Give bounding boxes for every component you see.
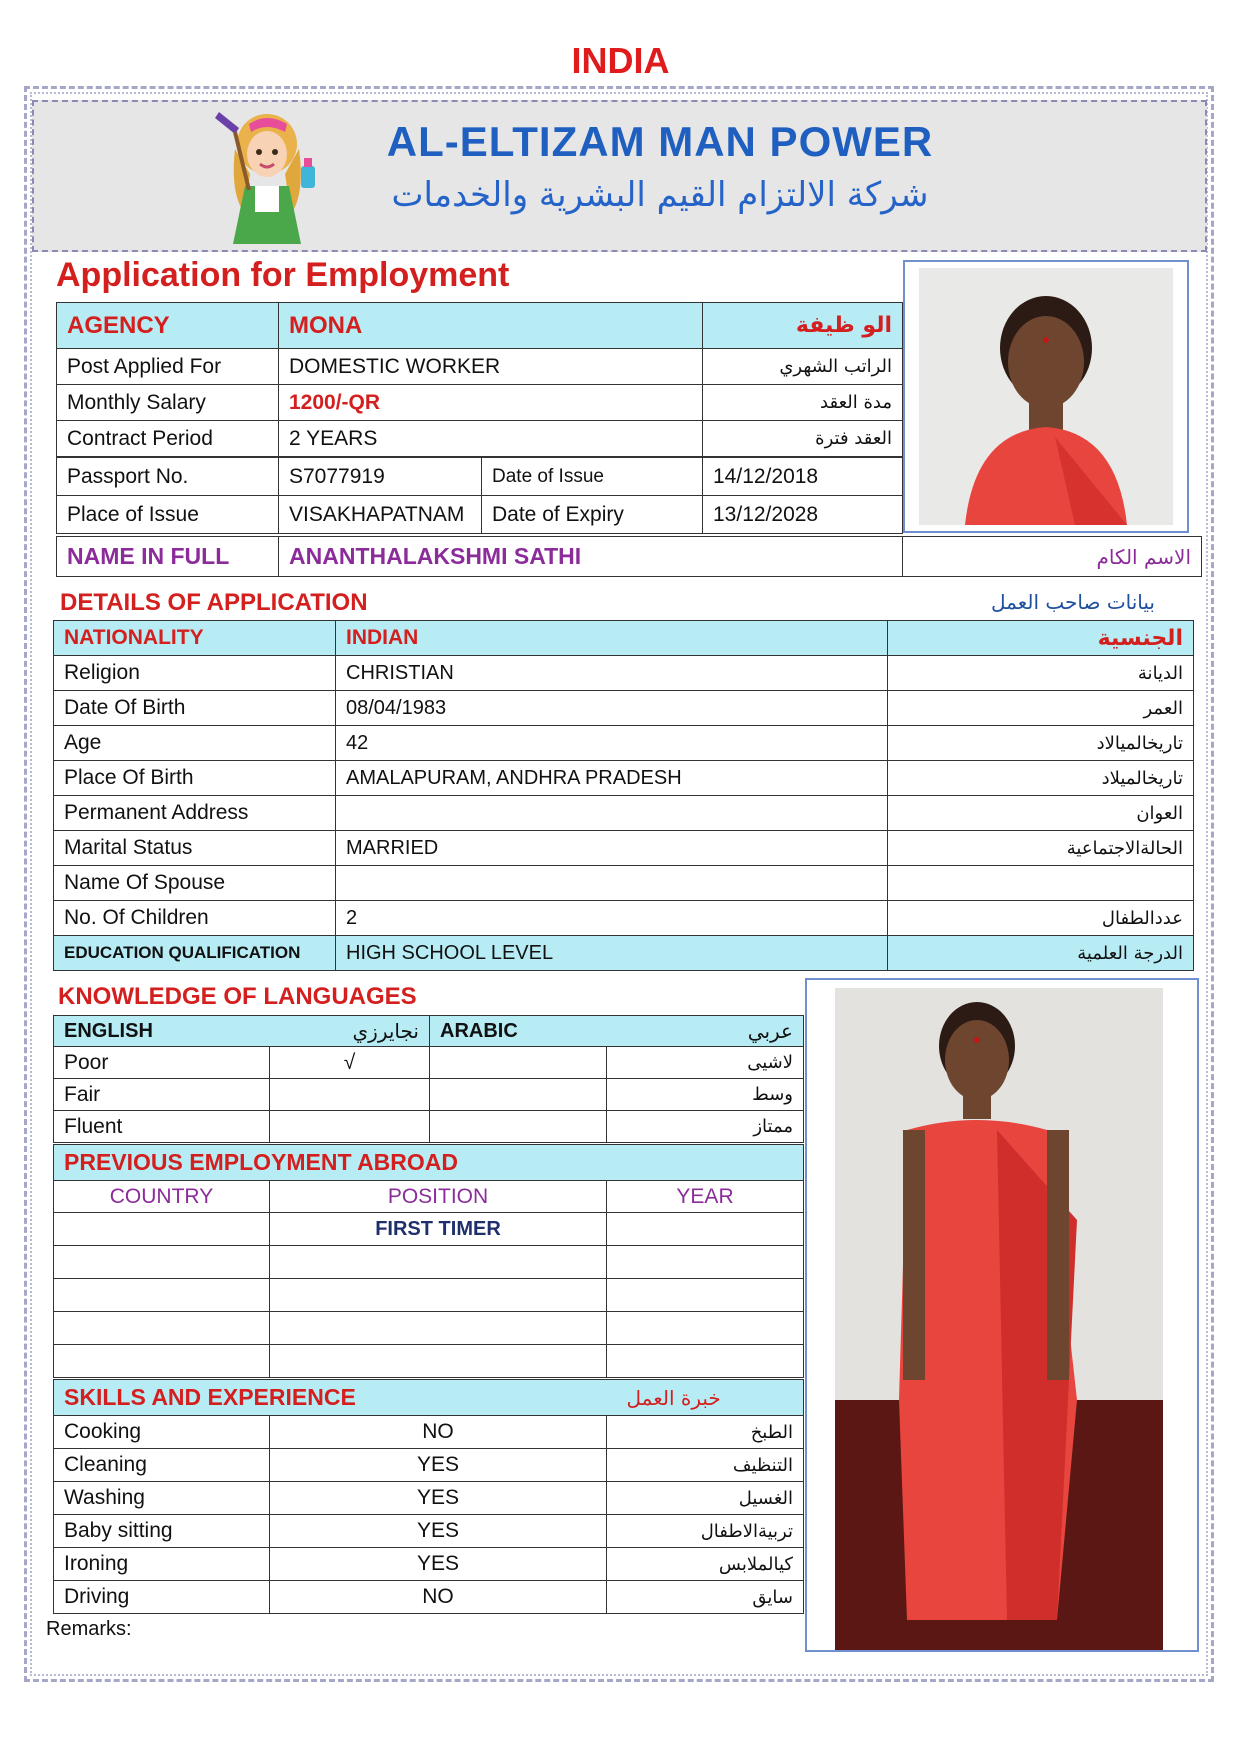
details-table — [53, 620, 1194, 971]
date-of-expiry-value: 13/12/2028 — [703, 496, 903, 534]
education-label: EDUCATION QUALIFICATION — [54, 936, 336, 971]
table-row — [54, 1482, 804, 1515]
skill-value: YES — [270, 1548, 607, 1581]
skill-label: Cleaning — [54, 1449, 270, 1482]
empty-cell — [54, 1312, 270, 1345]
salary-value: 1200/-QR — [279, 385, 703, 421]
skill-arabic: الطبخ — [607, 1416, 804, 1449]
row-label: Place Of Birth — [54, 761, 336, 796]
table-row — [54, 621, 1194, 656]
empty-cell — [270, 1279, 607, 1312]
salary-label: Monthly Salary — [57, 385, 279, 421]
row-arabic: العوان — [888, 796, 1194, 831]
row-value: MARRIED — [336, 831, 888, 866]
empty-cell — [607, 1345, 804, 1378]
table-row — [54, 1345, 804, 1378]
skill-arabic: كيالملابس — [607, 1548, 804, 1581]
nationality-label: NATIONALITY — [54, 621, 336, 656]
table-row — [54, 1111, 804, 1143]
row-label: Religion — [54, 656, 336, 691]
table-row — [54, 1213, 804, 1246]
table-row — [54, 1079, 804, 1111]
passport-label: Passport No. — [57, 458, 279, 496]
empty-cell — [607, 1312, 804, 1345]
application-title: Application for Employment — [56, 256, 510, 294]
place-of-issue-label: Place of Issue — [57, 496, 279, 534]
table-row — [54, 1515, 804, 1548]
table-row — [54, 1047, 804, 1079]
skill-value: NO — [270, 1581, 607, 1614]
row-arabic: عددالطفال — [888, 901, 1194, 936]
portrait-photo-frame — [903, 260, 1189, 533]
table-row — [54, 1548, 804, 1581]
passport-table — [56, 457, 903, 534]
row-label: No. Of Children — [54, 901, 336, 936]
full-body-photo-frame — [805, 978, 1199, 1652]
skill-label: Ironing — [54, 1548, 270, 1581]
portrait-photo — [905, 262, 1187, 531]
empty-cell — [54, 1246, 270, 1279]
company-name: AL-ELTIZAM MAN POWER — [386, 118, 934, 165]
skill-arabic: التنظيف — [607, 1449, 804, 1482]
full-name-label: NAME IN FULL — [57, 537, 279, 577]
row-value — [336, 796, 888, 831]
details-section-arabic: بيانات صاحب العمل — [991, 590, 1155, 614]
table-row — [54, 1312, 804, 1345]
skill-label: Driving — [54, 1581, 270, 1614]
skill-value: YES — [270, 1515, 607, 1548]
languages-section-title: KNOWLEDGE OF LANGUAGES — [58, 983, 417, 1010]
table-row — [54, 901, 1194, 936]
skill-value: NO — [270, 1416, 607, 1449]
empty-cell — [54, 1279, 270, 1312]
previous-section-title: PREVIOUS EMPLOYMENT ABROAD — [54, 1145, 804, 1181]
row-label: Marital Status — [54, 831, 336, 866]
country-title: INDIA — [571, 40, 670, 81]
skill-arabic: تربيةالاطفال — [607, 1515, 804, 1548]
row-label: Poor — [54, 1047, 270, 1079]
maid-logo-icon — [205, 104, 335, 250]
empty-cell — [607, 1213, 804, 1246]
table-row — [54, 1279, 804, 1312]
arabic-header: ARABIC — [430, 1016, 607, 1047]
row-arabic — [888, 866, 1194, 901]
post-arabic: الراتب الشهري — [703, 349, 903, 385]
table-row — [54, 796, 1194, 831]
row-arabic: ممتاز — [607, 1111, 804, 1143]
first-timer-cell: FIRST TIMER — [270, 1213, 607, 1246]
row-arabic: العمر — [888, 691, 1194, 726]
contract-value: 2 YEARS — [279, 421, 703, 457]
passport-value: S7077919 — [279, 458, 482, 496]
arabic-level-cell — [430, 1047, 607, 1079]
nationality-value: INDIAN — [336, 621, 888, 656]
table-row — [54, 691, 1194, 726]
row-label: Permanent Address — [54, 796, 336, 831]
row-label: Name Of Spouse — [54, 866, 336, 901]
col-year: YEAR — [607, 1181, 804, 1213]
skill-arabic: سايق — [607, 1581, 804, 1614]
table-row — [54, 831, 1194, 866]
agency-arabic: الو ظيفة — [703, 303, 903, 349]
arabic-header-arabic: عربي — [607, 1016, 804, 1047]
row-arabic: تاريخالميلاد — [888, 761, 1194, 796]
table-row — [54, 1416, 804, 1449]
agency-value: MONA — [279, 303, 703, 349]
skill-label: Baby sitting — [54, 1515, 270, 1548]
row-value: 08/04/1983 — [336, 691, 888, 726]
contract-label: Contract Period — [57, 421, 279, 457]
table-row — [54, 726, 1194, 761]
contract-arabic: العقد فترة — [703, 421, 903, 457]
education-arabic: الدرجة العلمية — [888, 936, 1194, 971]
row-arabic: وسط — [607, 1079, 804, 1111]
table-row — [54, 1581, 804, 1614]
skills-table — [53, 1379, 804, 1614]
remarks-label: Remarks: — [46, 1618, 132, 1640]
skill-value: YES — [270, 1482, 607, 1515]
row-label: Age — [54, 726, 336, 761]
skills-section-arabic: خبرة العمل — [607, 1380, 804, 1416]
english-level-cell — [270, 1079, 430, 1111]
arabic-level-cell — [430, 1111, 607, 1143]
row-value: 42 — [336, 726, 888, 761]
empty-cell — [607, 1279, 804, 1312]
row-arabic: لاشيى — [607, 1047, 804, 1079]
full-name-table — [56, 536, 1202, 577]
skill-value: YES — [270, 1449, 607, 1482]
full-name-arabic: الاسم الكام — [903, 537, 1202, 577]
empty-cell — [270, 1312, 607, 1345]
row-value: AMALAPURAM, ANDHRA PRADESH — [336, 761, 888, 796]
arabic-level-cell — [430, 1079, 607, 1111]
col-country: COUNTRY — [54, 1181, 270, 1213]
empty-cell — [54, 1345, 270, 1378]
table-row — [54, 656, 1194, 691]
previous-employment-table — [53, 1144, 804, 1378]
table-row — [54, 866, 1194, 901]
english-level-cell — [270, 1111, 430, 1143]
full-name-value: ANANTHALAKSHMI SATHI — [279, 537, 903, 577]
skill-label: Cooking — [54, 1416, 270, 1449]
english-header: ENGLISH — [54, 1016, 270, 1047]
full-body-photo — [807, 980, 1197, 1650]
details-section-title: DETAILS OF APPLICATION — [60, 589, 368, 616]
company-name-arabic: شركة الالتزام القيم البشرية والخدمات — [391, 175, 929, 215]
table-row — [54, 1246, 804, 1279]
empty-cell — [270, 1345, 607, 1378]
table-row — [54, 761, 1194, 796]
nationality-arabic: الجنسية — [888, 621, 1194, 656]
empty-cell — [270, 1246, 607, 1279]
col-position: POSITION — [270, 1181, 607, 1213]
post-value: DOMESTIC WORKER — [279, 349, 703, 385]
post-label: Post Applied For — [57, 349, 279, 385]
table-row — [54, 1449, 804, 1482]
date-of-issue-label: Date of Issue — [482, 458, 703, 496]
english-level-cell: √ — [270, 1047, 430, 1079]
row-value: CHRISTIAN — [336, 656, 888, 691]
row-arabic: الديانة — [888, 656, 1194, 691]
skill-label: Washing — [54, 1482, 270, 1515]
empty-cell — [54, 1213, 270, 1246]
row-label: Fluent — [54, 1111, 270, 1143]
empty-cell — [607, 1246, 804, 1279]
row-arabic: تاريخالميالاد — [888, 726, 1194, 761]
row-label: Date Of Birth — [54, 691, 336, 726]
skill-arabic: الغسيل — [607, 1482, 804, 1515]
row-label: Fair — [54, 1079, 270, 1111]
date-of-issue-value: 14/12/2018 — [703, 458, 903, 496]
english-header-arabic: نجايرزي — [270, 1016, 430, 1047]
skills-section-title: SKILLS AND EXPERIENCE — [54, 1380, 607, 1416]
languages-table — [53, 1015, 804, 1143]
row-value — [336, 866, 888, 901]
date-of-expiry-label: Date of Expiry — [482, 496, 703, 534]
table-row — [54, 936, 1194, 971]
agency-label: AGENCY — [57, 303, 279, 349]
place-of-issue-value: VISAKHAPATNAM — [279, 496, 482, 534]
row-arabic: الحالةالاجتماعية — [888, 831, 1194, 866]
salary-arabic: مدة العقد — [703, 385, 903, 421]
education-value: HIGH SCHOOL LEVEL — [336, 936, 888, 971]
row-value: 2 — [336, 901, 888, 936]
personal-info-table — [56, 302, 903, 457]
